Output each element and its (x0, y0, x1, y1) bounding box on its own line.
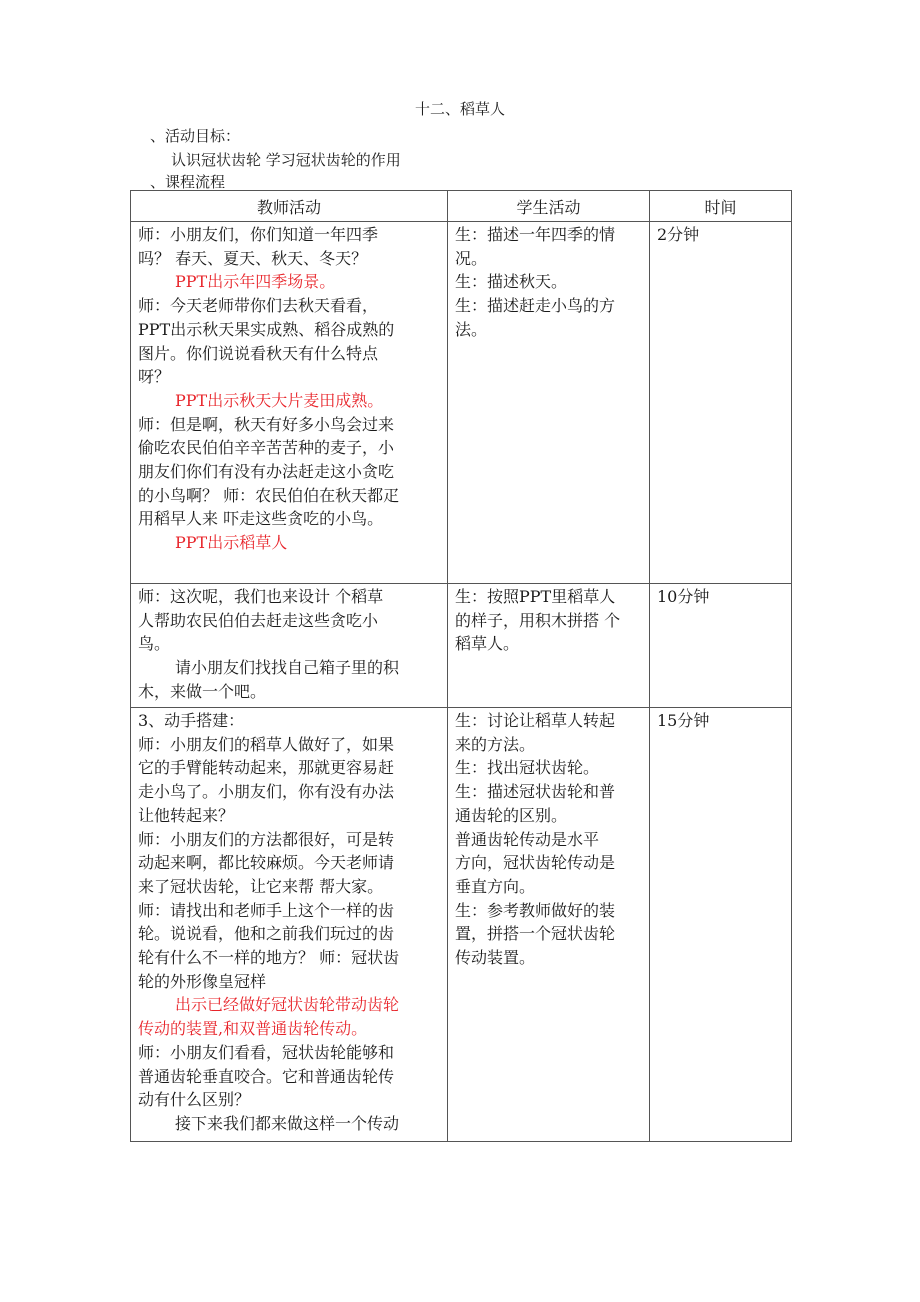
teacher-activity-cell-line: 来了冠状齿轮，让它来帮 帮大家。 (138, 876, 384, 896)
time-cell (650, 584, 792, 708)
teacher-activity-cell-line: 用稻早人来 吓走这些贪吃的小鸟。 (138, 509, 384, 529)
time-cell (650, 222, 792, 584)
student-activity-cell-line: 普通齿轮传动是水平 (455, 829, 600, 849)
student-activity-cell (448, 222, 650, 584)
table-row (131, 584, 792, 708)
teacher-activity-cell-line: 师：这次呢，我们也来设计 个稻草 (138, 587, 384, 606)
teacher-activity-cell-line: PPT出示年四季场景。 (175, 272, 336, 292)
student-activity-cell-line: 生：描述冠状齿轮和普 (455, 782, 616, 802)
time-value: 15分钟 (657, 711, 710, 730)
teacher-activity-cell-line: 接下来我们都来做这样一个传动 (175, 1113, 400, 1133)
teacher-activity-cell-line: 动起来啊，都比较麻烦。今天老师请 (138, 853, 395, 873)
teacher-activity-cell-line: 师：但是啊，秋天有好多小鸟会过来 (138, 414, 395, 434)
time-value: 10分钟 (657, 587, 710, 606)
teacher-activity-cell-line: 师：小朋友们的稻草人做好了，如果 (138, 734, 395, 754)
teacher-activity-cell-line: 轮的外形像皇冠样 (138, 971, 267, 991)
student-activity-cell-line: 稻草人。 (455, 634, 520, 654)
student-activity-cell-line: 生：描述一年四季的情 (455, 225, 616, 244)
teacher-activity-cell-line: 3、动手搭建： (138, 711, 245, 730)
teacher-activity-cell-line: PPT出示稻草人 (175, 533, 288, 553)
teacher-activity-cell-line: 出示已经做好冠状齿轮带动齿轮 (175, 995, 400, 1015)
teacher-activity-cell-line: 走小鸟了。小朋友们，你有没有办法 (138, 782, 395, 802)
teacher-activity-cell-line: 普通齿轮垂直咬合。它和普通齿轮传 (138, 1066, 395, 1086)
teacher-activity-cell-line: 轮有什么不一样的地方？ 师：冠状齿 (138, 948, 400, 968)
student-activity-cell-line: 置，拼搭一个冠状齿轮 (455, 924, 616, 944)
teacher-activity-cell-line: 呀？ (138, 367, 171, 387)
teacher-activity-cell-line: 师：小朋友们的方法都很好，可是转 (138, 829, 395, 849)
teacher-activity-cell-line: 偷吃农民伯伯辛辛苦苦种的麦子，小 (138, 438, 395, 458)
teacher-activity-cell-line: 朋友们你们有没有办法赶走这小贪吃 (138, 462, 395, 482)
teacher-activity-cell-line: 师：小朋友们看看，冠状齿轮能够和 (138, 1042, 395, 1062)
teacher-activity-cell-line: 传动的装置,和双普通齿轮传动。 (138, 1019, 368, 1039)
teacher-activity-cell-line: 人帮助农民伯伯去赶走这些贪吃小 (138, 610, 379, 630)
student-activity-cell-line: 生：参考教师做好的装 (455, 900, 616, 920)
teacher-activity-cell-line: 它的手臂能转动起来，那就更容易赶 (138, 758, 395, 778)
student-activity-cell-line: 生：按照PPT里稻草人 (455, 587, 616, 606)
student-activity-cell-line: 法。 (455, 319, 488, 339)
teacher-activity-cell-line: PPT出示秋天大片麦田成熟。 (175, 390, 384, 410)
teacher-activity-cell-line: 图片。你们说说看秋天有什么特点 (138, 343, 379, 363)
header-time: 时间 (650, 191, 792, 222)
page-title: 十二、稻草人 (414, 100, 505, 118)
time-value: 2分钟 (657, 225, 700, 244)
teacher-activity-cell-line: 师：请找出和老师手上这个一样的齿 (138, 900, 395, 920)
student-activity-cell-line: 的样子，用积木拼搭 个 (455, 610, 621, 630)
student-activity-cell-line: 生：描述秋天。 (455, 272, 568, 292)
teacher-activity-cell-line: 的小鸟啊？ 师：农民伯伯在秋天都疋 (138, 485, 400, 505)
student-activity-cell-line: 来的方法。 (455, 734, 536, 754)
table-header-row (131, 191, 792, 222)
teacher-activity-cell (131, 708, 448, 1142)
student-activity-cell-line: 传动装置。 (455, 948, 536, 968)
teacher-activity-cell-line: 师：今天老师带你们去秋天看看， (138, 296, 379, 316)
student-activity-cell (448, 708, 650, 1142)
goals-text: 认识冠状齿轮 学习冠状齿轮的作用 (171, 151, 401, 169)
teacher-activity-cell-line: 动有什么区别？ (138, 1090, 251, 1110)
teacher-activity-cell (131, 222, 448, 584)
table-row (131, 222, 792, 584)
student-activity-cell-line: 方向，冠状齿轮传动是 (455, 853, 616, 873)
teacher-activity-cell-line: 请小朋友们找找自己箱子里的积 (175, 658, 400, 678)
header-student: 学生活动 (448, 191, 650, 222)
teacher-activity-cell-line: 让他转起来？ (138, 805, 235, 825)
time-cell (650, 708, 792, 1142)
teacher-activity-cell-line: 吗？ 春天、夏天、秋天、冬天？ (138, 248, 368, 268)
lesson-table (130, 190, 792, 1142)
teacher-activity-cell-line: 轮。说说看，他和之前我们玩过的齿 (138, 924, 395, 944)
student-activity-cell-line: 垂直方向。 (455, 876, 536, 896)
student-activity-cell-line: 通齿轮的区别。 (455, 805, 568, 825)
teacher-activity-cell-line: PPT出示秋天果实成熟、稻谷成熟的 (138, 319, 395, 339)
teacher-activity-cell-line: 鸟。 (138, 634, 171, 654)
student-activity-cell-line: 况。 (455, 248, 488, 268)
table-row (131, 708, 792, 1142)
teacher-activity-cell (131, 584, 448, 708)
teacher-activity-cell-line: 师：小朋友们，你们知道一年四季 (138, 225, 379, 244)
header-teacher: 教师活动 (131, 191, 448, 222)
teacher-activity-cell-line: 木，来做一个吧。 (138, 681, 267, 701)
student-activity-cell-line: 生：找出冠状齿轮。 (455, 758, 600, 778)
section-flow-label: 、课程流程 (150, 173, 226, 191)
section-goals-label: 、活动目标： (150, 127, 241, 145)
student-activity-cell-line: 生：描述赶走小鸟的方 (455, 296, 616, 316)
student-activity-cell-line: 生：讨论让稻草人转起 (455, 711, 616, 730)
student-activity-cell (448, 584, 650, 708)
